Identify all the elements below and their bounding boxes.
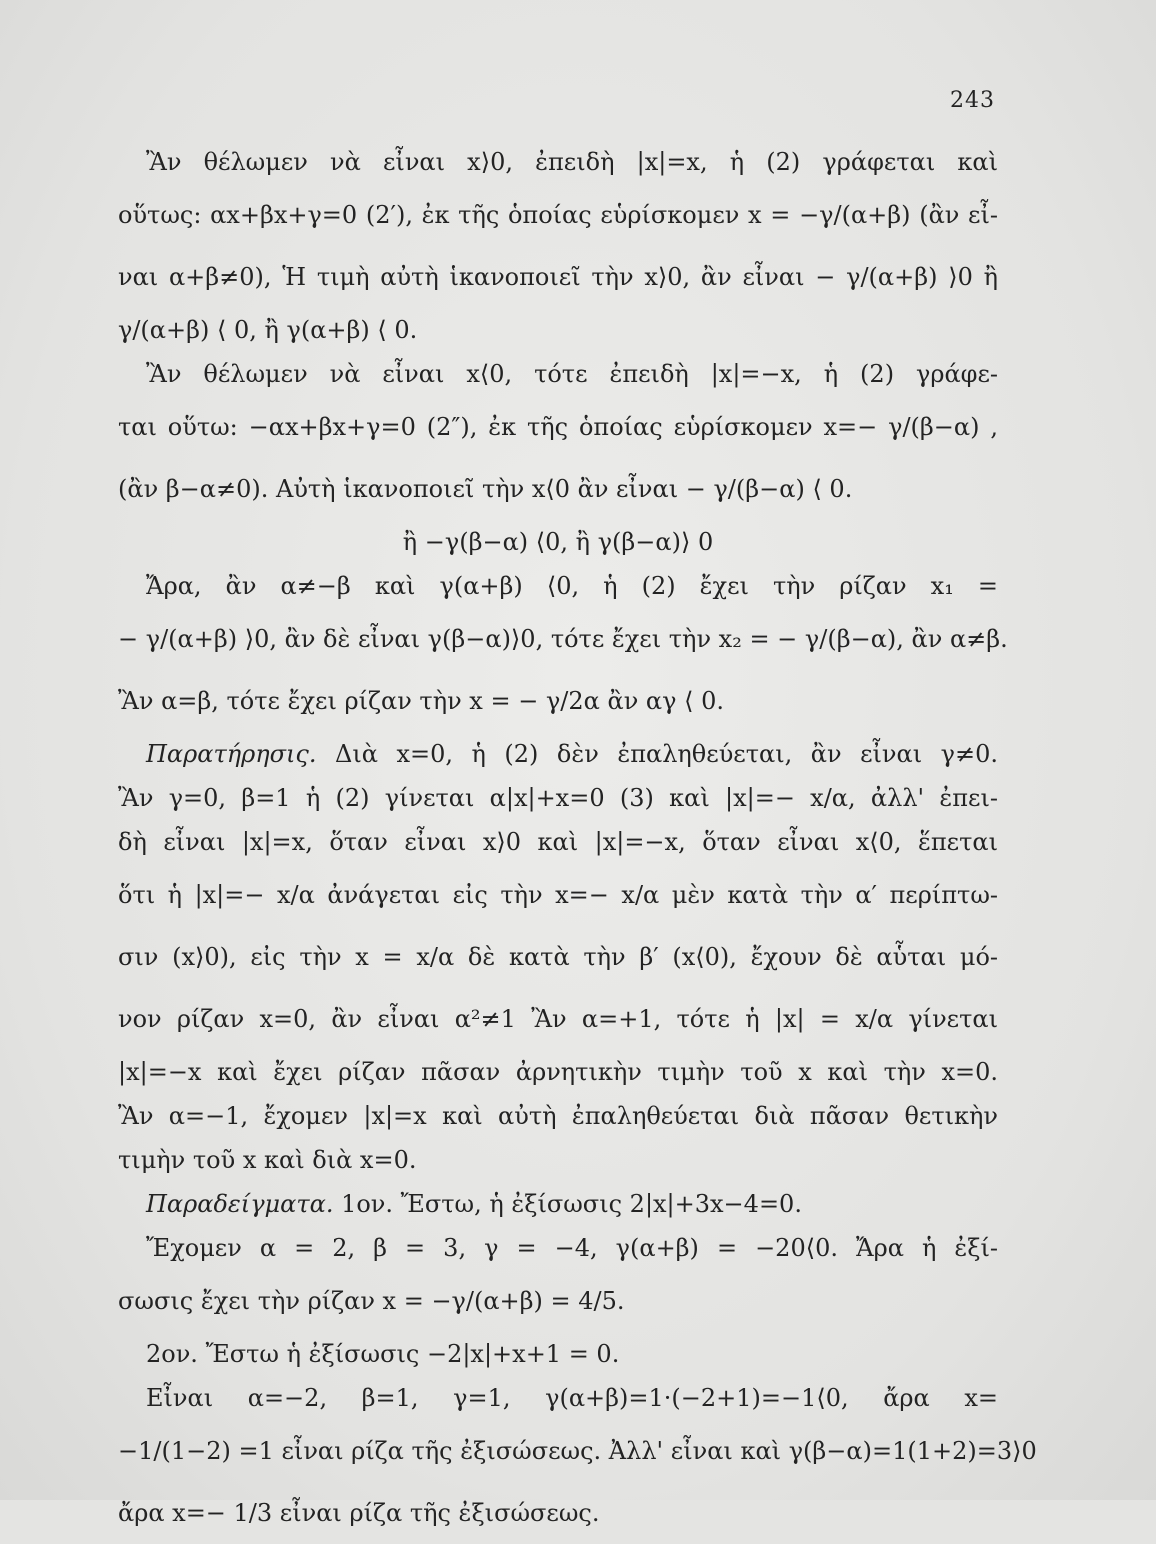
text-line — [118, 1270, 998, 1332]
line-text: 1ον. Ἔστω, ἡ ἐξίσωσις 2|x|+3x−4=0. — [333, 1190, 802, 1218]
line-text: |x|=−x καὶ ἔχει ρίζαν πᾶσαν ἀρνητικὴν τιμὴν τοῦ x καὶ τὴν x=0. — [118, 1058, 998, 1086]
line-text: − γ/(α+β) ⟩0, ἂν δὲ εἶναι γ(β−α)⟩0, τότε ἔχει τὴν x₂ = − γ/(β−α), ἂν α≠β. — [118, 625, 1008, 653]
text-line — [118, 308, 998, 352]
line-text: ναι α+β≠0), Ἡ τιμὴ αὐτὴ ἱκανοποιεῖ τὴν x⟩0, ἂν εἶναι − γ/(α+β) ⟩0 ἢ — [118, 263, 998, 291]
line-text: νον ρίζαν x=0, ἂν εἶναι α²≠1 Ἂν α=+1, τότε ἡ |x| = x/α γίνεται — [118, 1005, 998, 1033]
line-text: Ἂν α=−1, ἔχομεν |x|=x καὶ αὐτὴ ἐπαληθεύεται διὰ πᾶσαν θετικὴν — [118, 1102, 998, 1130]
text-line — [118, 564, 998, 608]
line-text: Ἂν θέλωμεν νὰ εἶναι x⟩0, ἐπειδὴ |x|=x, ἡ (2) γράφεται καὶ — [146, 148, 998, 176]
text-line — [118, 1482, 998, 1544]
text-line — [118, 864, 998, 926]
text-line — [118, 352, 998, 396]
line-text: Ἂν α=β, τότε ἔχει ρίζαν τὴν x = − γ/2α ἂν αγ ⟨ 0. — [118, 687, 724, 715]
line-text: (ἂν β−α≠0). Αὐτὴ ἱκανοποιεῖ τὴν x⟨0 ἂν εἶναι − γ/(β−α) ⟨ 0. — [118, 475, 853, 503]
page-number: 243 — [950, 88, 995, 113]
text-line — [118, 246, 998, 308]
line-text: Ἄρα, ἂν α≠−β καὶ γ(α+β) ⟨0, ἡ (2) ἔχει τὴν ρίζαν x₁ = — [146, 572, 998, 600]
text-line — [118, 1226, 998, 1270]
line-text: Ἂν θέλωμεν νὰ εἶναι x⟨0, τότε ἐπειδὴ |x|=−x, ἡ (2) γράφε- — [146, 360, 998, 388]
text-line — [118, 1050, 998, 1094]
line-text: δὴ εἶναι |x|=x, ὅταν εἶναι x⟩0 καὶ |x|=−x, ὅταν εἶναι x⟨0, ἕπεται — [118, 828, 998, 856]
line-text: σωσις ἔχει τὴν ρίζαν x = −γ/(α+β) = 4/5. — [118, 1287, 625, 1315]
page-text — [118, 140, 1037, 1544]
text-line — [118, 820, 998, 864]
line-text: ὅτι ἡ |x|=− x/α ἀνάγεται εἰς τὴν x=− x/α μὲν κατὰ τὴν α′ περίπτω- — [118, 881, 998, 909]
line-text: Εἶναι α=−2, β=1, γ=1, γ(α+β)=1·(−2+1)=−1⟨0, ἄρα x= — [146, 1384, 998, 1412]
text-line — [118, 140, 998, 184]
line-text: σιν (x⟩0), εἰς τὴν x = x/α δὲ κατὰ τὴν β′ (x⟨0), ἔχουν δὲ αὗται μό- — [118, 943, 998, 971]
text-line — [118, 396, 998, 458]
text-line — [118, 1094, 998, 1138]
line-text: ται οὕτω: −αx+βx+γ=0 (2″), ἐκ τῆς ὁποίας εὑρίσκομεν x=− γ/(β−α) , — [118, 413, 998, 441]
text-line — [118, 776, 998, 820]
line-text: τιμὴν τοῦ x καὶ διὰ x=0. — [118, 1146, 417, 1174]
text-line — [118, 184, 998, 246]
line-text: γ/(α+β) ⟨ 0, ἢ γ(α+β) ⟨ 0. — [118, 316, 418, 344]
line-text: ἢ −γ(β−α) ⟨0, ἢ γ(β−α)⟩ 0 — [402, 528, 714, 556]
text-line — [118, 988, 998, 1050]
text-line — [118, 1138, 998, 1182]
text-line — [118, 1182, 998, 1226]
text-line — [118, 1376, 998, 1420]
line-text: ἄρα x=− 1/3 εἶναι ρίζα τῆς ἐξισώσεως. — [118, 1499, 600, 1527]
section-heading: Παρατήρησις. — [146, 740, 317, 768]
line-text: Ἂν γ=0, β=1 ἡ (2) γίνεται α|x|+x=0 (3) καὶ |x|=− x/α, ἀλλ' ἐπει- — [118, 784, 998, 812]
line-text: Διὰ x=0, ἡ (2) δὲν ἐπαληθεύεται, ἂν εἶναι γ≠0. — [316, 740, 998, 768]
text-line — [118, 1420, 1037, 1482]
text-line — [118, 732, 998, 776]
text-line — [118, 608, 1008, 670]
text-line — [118, 1332, 998, 1376]
text-line — [118, 926, 998, 988]
line-text: Ἔχομεν α = 2, β = 3, γ = −4, γ(α+β) = −20⟨0. Ἄρα ἡ ἐξί- — [146, 1234, 998, 1262]
line-text: οὕτως: αx+βx+γ=0 (2′), ἐκ τῆς ὁποίας εὑρίσκομεν x = −γ/(α+β) (ἂν εἶ- — [118, 201, 998, 229]
section-heading: Παραδείγματα. — [146, 1190, 334, 1218]
line-text: 2ον. Ἔστω ἡ ἐξίσωσις −2|x|+x+1 = 0. — [146, 1340, 620, 1368]
text-line — [118, 520, 998, 564]
line-text: −1/(1−2) =1 εἶναι ρίζα τῆς ἐξισώσεως. Ἀλλ' εἶναι καὶ γ(β−α)=1(1+2)=3⟩0 — [118, 1437, 1037, 1465]
text-line — [118, 458, 998, 520]
text-line — [118, 670, 998, 732]
